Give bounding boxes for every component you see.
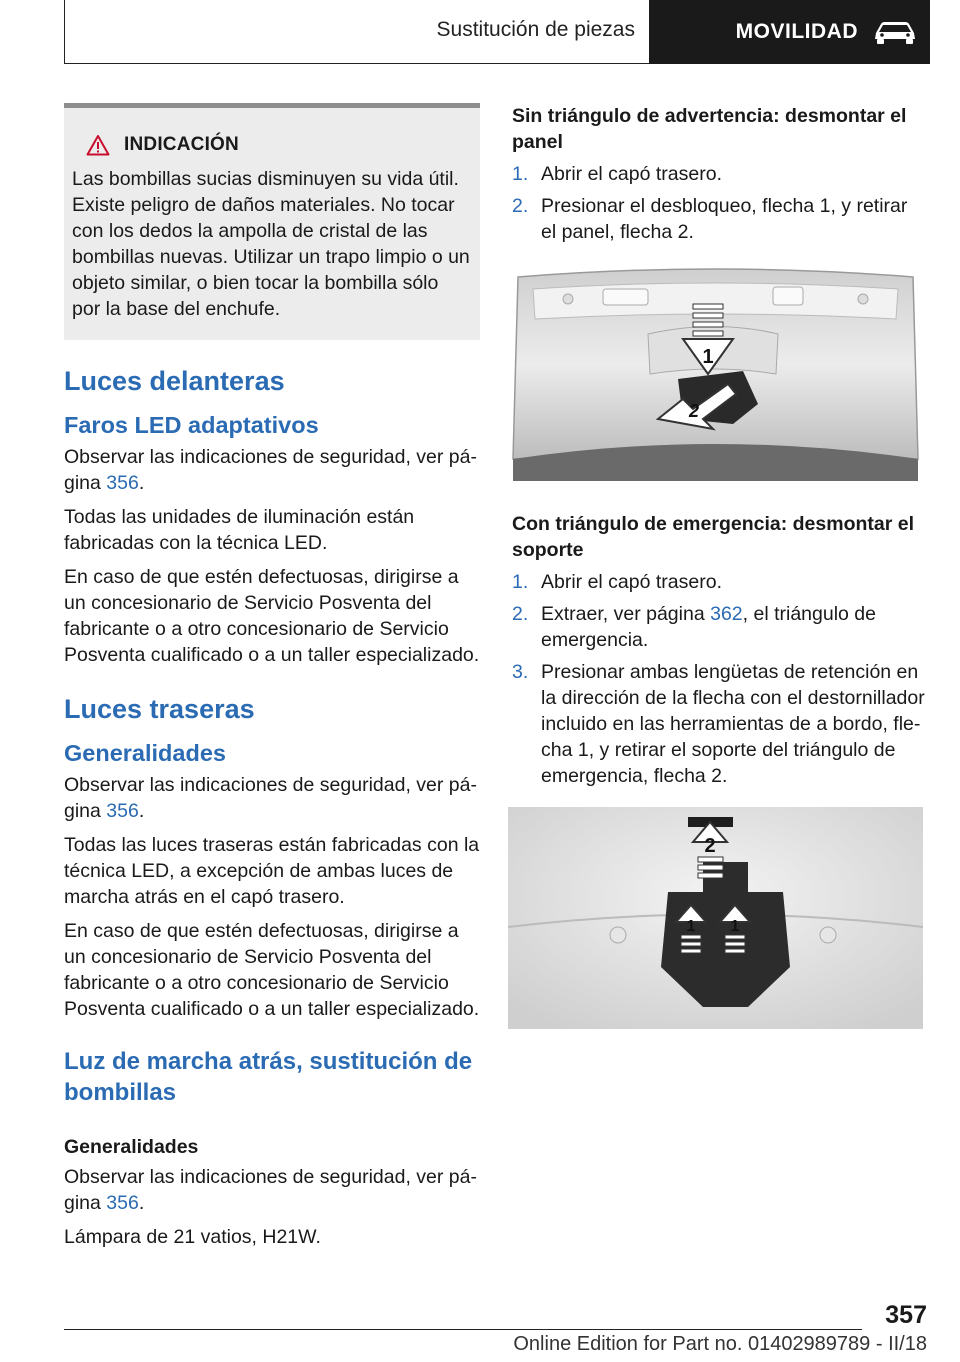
- subheading-generalidades: Generalidades: [64, 1136, 199, 1158]
- heading-luces-traseras: Luces traseras: [64, 694, 255, 724]
- footer-divider: [64, 1329, 862, 1330]
- paragraph-text: Observar las indicaciones de seguridad, ver página: [64, 1166, 477, 1214]
- heading-luces-delanteras: Luces delanteras: [64, 366, 285, 396]
- step-text: Abrir el capó trasero.: [541, 571, 722, 593]
- car-icon: [872, 19, 918, 45]
- paragraph: [64, 772, 480, 824]
- warning-box: [64, 103, 480, 340]
- warning-title-row: [86, 134, 470, 156]
- heading-generalidades: Generalidades: [64, 740, 226, 766]
- paragraph-text: .: [138, 1192, 145, 1214]
- right-column: [512, 103, 927, 1029]
- step-text-part: Extraer, ver página: [541, 603, 711, 625]
- page-link-356[interactable]: 356: [106, 472, 139, 494]
- paragraph: Lámpara de 21 vatios, H21W.: [64, 1226, 321, 1248]
- paragraph: [64, 1164, 480, 1216]
- warning-text: Las bombillas sucias disminuyen su vida útil. Existe peligro de daños materiales. No tocar con los dedos la ampolla de cristal de las bombillas nuevas. Utilizar un trapo limpio o un objeto similar, o bien tocar la bombilla sólo por la base del enchufe.: [72, 168, 470, 320]
- step-number: 1.: [512, 163, 529, 185]
- paragraph: [64, 444, 480, 496]
- steps-list: [512, 569, 927, 789]
- left-column: [64, 103, 480, 1258]
- step-number: 3.: [512, 661, 529, 683]
- list-item: [512, 601, 927, 653]
- paragraph: En caso de que estén defectuosas, dirigirse a un concesionario de Servicio Posventa del fabricante o a otro concesionario de Servicio Posventa cualificado o a un taller especializado.: [64, 566, 480, 666]
- paragraph-text: .: [138, 472, 145, 494]
- heading-faros-led: Faros LED adaptativos: [64, 412, 319, 438]
- warning-title: INDICACIÓN: [124, 134, 239, 155]
- list-item: [512, 161, 927, 187]
- figure-label: 1: [702, 346, 714, 368]
- paragraph: Todas las unidades de iluminación están fabricadas con la técnica LED.: [64, 506, 415, 554]
- warning-triangle-icon: [86, 134, 110, 156]
- step-number: 2.: [512, 603, 529, 625]
- subheading-sin-triangulo: Sin triángulo de advertencia: desmontar el panel: [512, 105, 907, 153]
- list-item: [512, 569, 927, 595]
- list-item: [512, 659, 927, 789]
- footer-edition: Online Edition for Part no. 01402989789 - II/18: [513, 1333, 927, 1355]
- heading-luz-marcha-atras: Luz de marcha atrás, sustitución de bombillas: [64, 1048, 473, 1106]
- triangle-holder-figure: [508, 807, 923, 1029]
- step-text: Presionar el desbloqueo, flecha 1, y retirar el panel, flecha 2.: [541, 195, 908, 243]
- page-link-362[interactable]: 362: [710, 603, 743, 625]
- step-text-part: , el triángulo de emergencia.: [541, 603, 876, 651]
- page-link-356[interactable]: 356: [106, 1192, 139, 1214]
- step-text: Abrir el capó trasero.: [541, 163, 722, 185]
- paragraph: En caso de que estén defectuosas, dirigirse a un concesionario de Servicio Posventa del fabricante o a otro concesionario de Servicio Posventa cualificado o a un taller especializado.: [64, 920, 480, 1020]
- paragraph-text: Observar las indicaciones de seguridad, ver página: [64, 774, 477, 822]
- figure-label: 1: [686, 918, 696, 935]
- figure-label: 2: [688, 401, 700, 421]
- step-number: 2.: [512, 195, 529, 217]
- header-chapter-tab: [649, 0, 930, 64]
- paragraph-text: .: [138, 800, 145, 822]
- figure-label: 1: [730, 918, 740, 935]
- trunk-lid-panel-figure: [508, 259, 923, 481]
- step-text: [541, 601, 927, 653]
- page-link-356[interactable]: 356: [106, 800, 139, 822]
- list-item: [512, 193, 927, 245]
- steps-list: [512, 161, 927, 245]
- paragraph-text: Observar las indicaciones de seguridad, ver página: [64, 446, 477, 494]
- subheading-con-triangulo: Con triángulo de emergencia: desmontar el soporte: [512, 513, 914, 561]
- paragraph: Todas las luces traseras están fabricadas con la técnica LED, a excepción de ambas luces de marcha atrás en el capó trasero.: [64, 834, 480, 908]
- header-section-title: Sustitución de piezas: [436, 18, 635, 41]
- header-chapter-label: MOVILIDAD: [735, 20, 858, 43]
- step-number: 1.: [512, 571, 529, 593]
- figure-label: 2: [704, 835, 716, 857]
- step-text: Presionar ambas lengüetas de retención en la dirección de la flecha con el destornillador incluido en las herramientas de a bordo, flecha 1, y retirar el soporte del triángulo de emergencia, flecha 2.: [541, 661, 925, 787]
- page-number: 357: [885, 1301, 927, 1329]
